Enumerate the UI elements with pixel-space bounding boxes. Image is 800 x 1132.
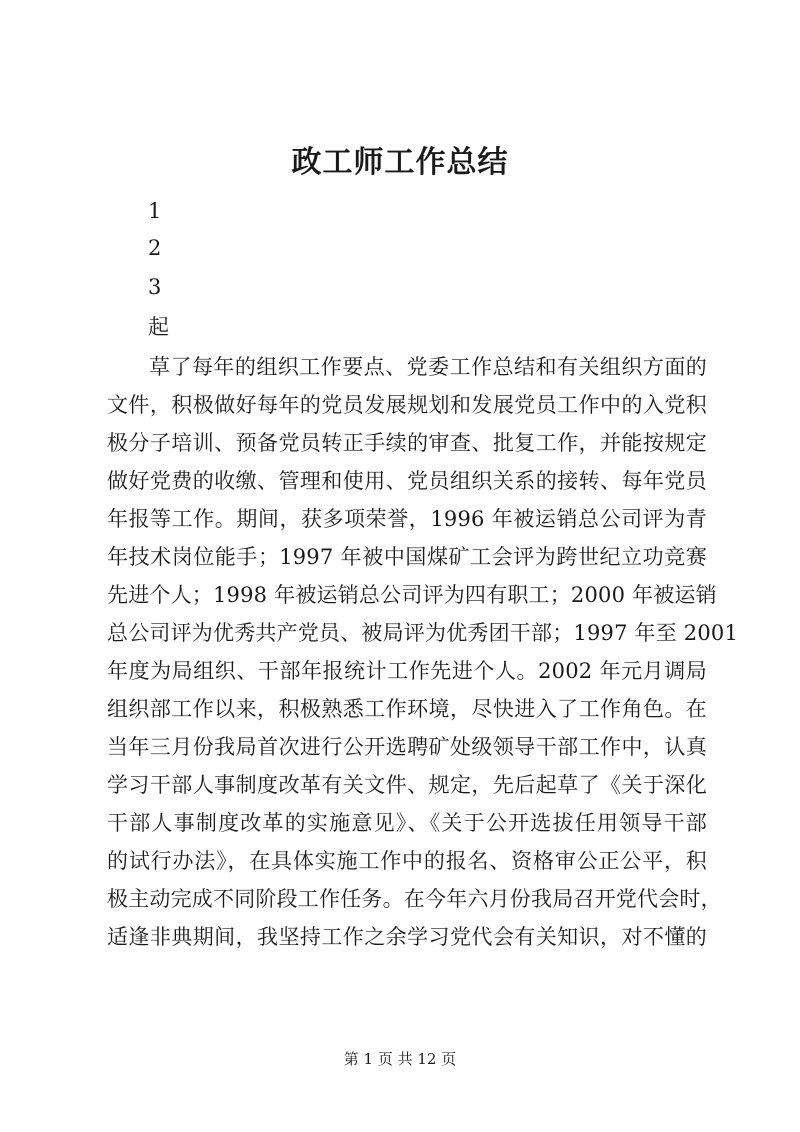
paragraph-line: 年报等工作。期间，获多项荣誉，1996 年被运销总公司评为青	[107, 507, 707, 531]
paragraph-line: 总公司评为优秀共产党员、被局评为优秀团干部；1997 年至 2001	[107, 621, 739, 645]
body-paragraph	[107, 348, 739, 956]
paragraph-line: 学习干部人事制度改革有关文件、规定，先后起草了《关于深化	[107, 773, 707, 797]
paragraph-line: 的试行办法》，在具体实施工作中的报名、资格审公正公平，积	[107, 849, 707, 873]
paragraph-line: 文件，积极做好每年的党员发展规划和发展党员工作中的入党积	[107, 393, 707, 417]
paragraph-line: 干部人事制度改革的实施意见》、《关于公开选拔任用领导干部	[107, 811, 707, 835]
numbered-item-1: 1	[148, 199, 162, 223]
numbered-item-3: 3	[148, 275, 162, 299]
numbered-item-4: 起	[148, 315, 169, 339]
paragraph-line: 先进个人；1998 年被运销总公司评为四有职工；2000 年被运销	[107, 583, 717, 607]
paragraph-line: 极分子培训、预备党员转正手续的审查、批复工作，并能按规定	[107, 431, 707, 455]
numbered-item-2: 2	[148, 236, 162, 260]
page-footer: 第 1 页 共 12 页	[343, 1050, 457, 1068]
paragraph-line: 草了每年的组织工作要点、党委工作总结和有关组织方面的	[149, 355, 707, 379]
paragraph-line: 极主动完成不同阶段工作任务。在今年六月份我局召开党代会时，	[107, 887, 722, 911]
document-title: 政工师工作总结	[291, 145, 509, 180]
paragraph-line: 年度为局组织、干部年报统计工作先进个人。2002 年元月调局	[107, 659, 707, 683]
paragraph-line: 适逢非典期间，我坚持工作之余学习党代会有关知识，对不懂的	[107, 925, 707, 949]
paragraph-line: 当年三月份我局首次进行公开选聘矿处级领导干部工作中，认真	[107, 735, 707, 759]
paragraph-line: 做好党费的收缴、管理和使用、党员组织关系的接转、每年党员	[107, 469, 707, 493]
paragraph-line: 年技术岗位能手；1997 年被中国煤矿工会评为跨世纪立功竞赛	[107, 545, 707, 569]
paragraph-line: 组织部工作以来，积极熟悉工作环境，尽快进入了工作角色。在	[107, 697, 707, 721]
